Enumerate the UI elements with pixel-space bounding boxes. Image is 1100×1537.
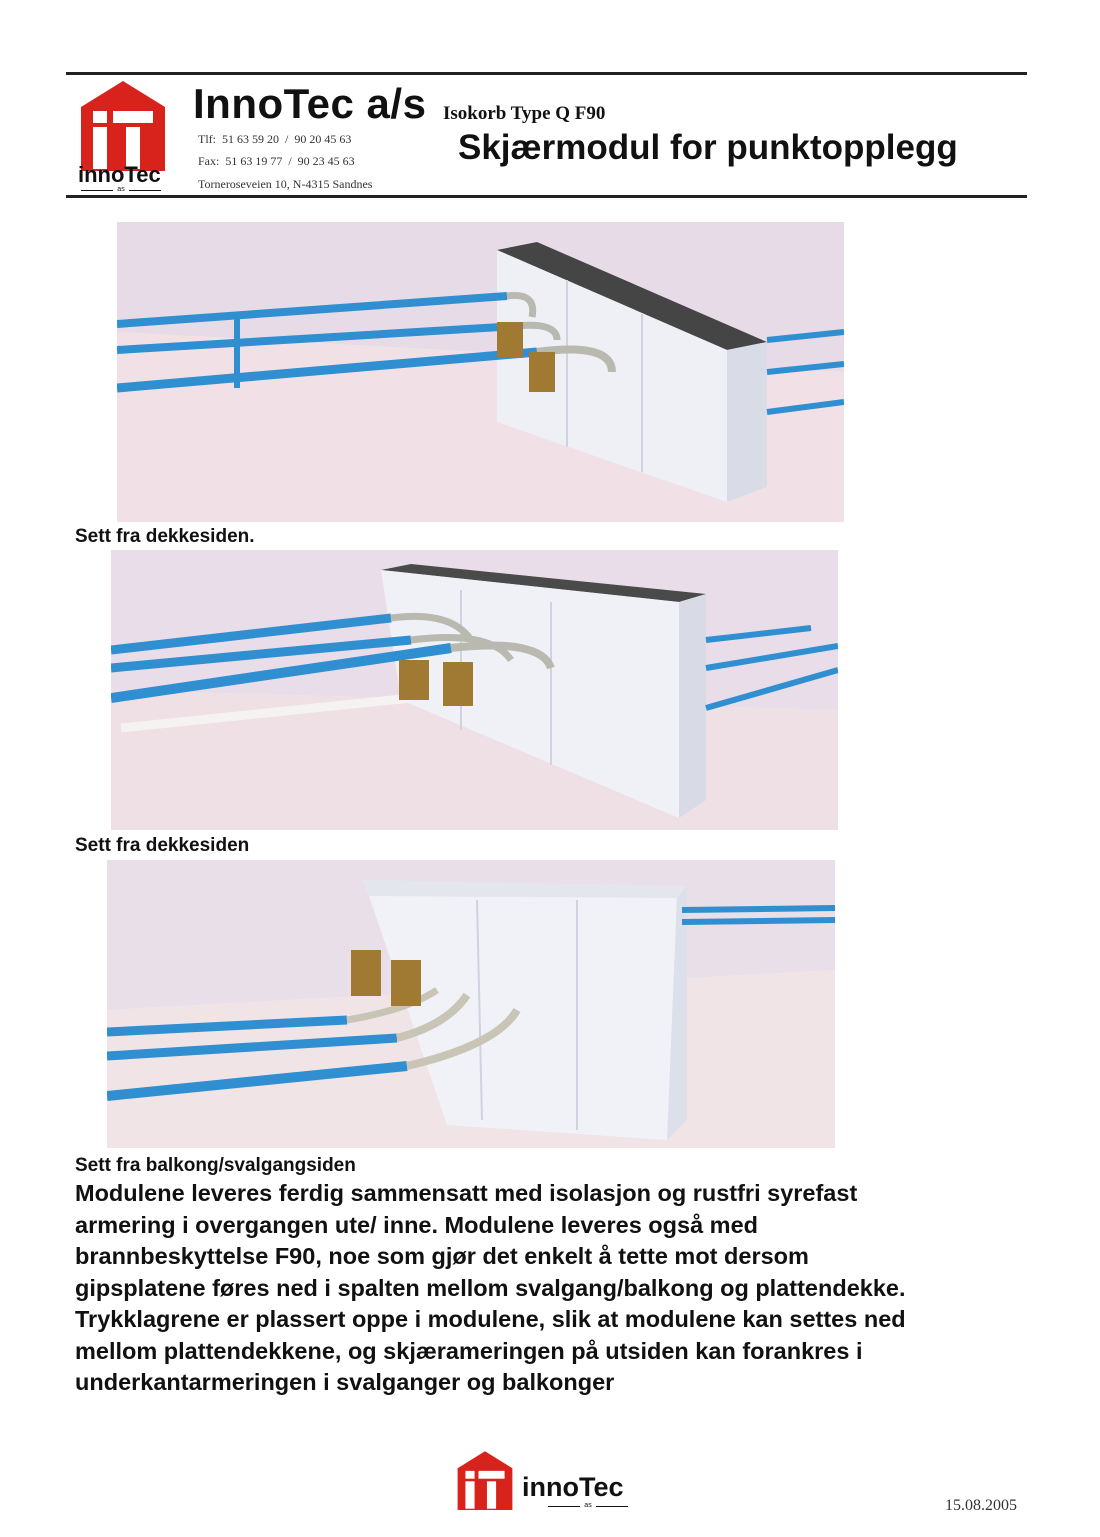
document-date: 15.08.2005: [945, 1497, 1017, 1514]
product-type: Isokorb Type Q F90: [443, 103, 606, 124]
company-name: InnoTec a/s: [193, 80, 427, 127]
address-line: Torneroseveien 10, N-4315 Sandnes: [198, 177, 373, 191]
innotec-logo-icon: [79, 79, 167, 171]
photo-caption-1: Sett fra dekkesiden.: [75, 526, 255, 547]
header-top-rule: [66, 72, 1027, 75]
product-title: Skjærmodul for punktopplegg: [458, 128, 958, 167]
photo-module-deck-side-1: [117, 222, 844, 522]
footer-logo-as-label: as: [584, 1502, 592, 1509]
photo-caption-3: Sett fra balkong/svalgangsiden: [75, 1155, 356, 1176]
fax-line: Fax: 51 63 19 77 / 90 23 45 63: [198, 154, 355, 168]
header-bottom-rule: [66, 195, 1027, 198]
logo-as-label: as: [117, 186, 125, 193]
phone-line: Tlf: 51 63 59 20 / 90 20 45 63: [198, 132, 352, 146]
footer-logo-wordmark: innoTec: [522, 1472, 624, 1502]
photo-caption-2: Sett fra dekkesiden: [75, 835, 250, 856]
logo-wordmark: innoTec: [78, 162, 161, 187]
footer-innotec-logo-icon: [454, 1450, 516, 1510]
description-paragraph: Modulene leveres ferdig sammensatt med isolasjon og rustfri syrefast armering i overgangen ute/ inne. Modulene leveres også med brannbeskyttelse F90, noe som gjør det enkelt å tette mot dersom gipsplatene føres ned i spalten mellom svalgang/balkong og plattendekke. Trykklagrene er plassert oppe i modulene, slik at modulene kan settes ned mellom plattendekkene, og skjærameringen på utsiden kan forankres i underkantarmeringen i svalganger og balkonger: [75, 1180, 906, 1395]
photo-module-balcony-side: [107, 860, 835, 1148]
photo-module-deck-side-2: [111, 550, 838, 830]
